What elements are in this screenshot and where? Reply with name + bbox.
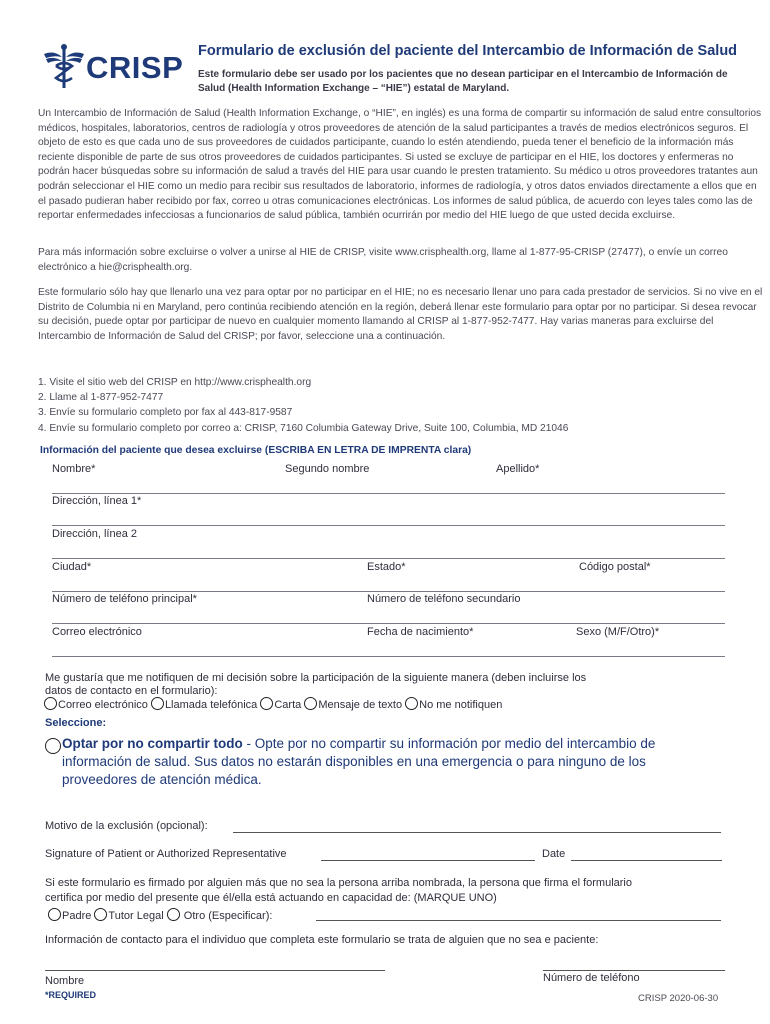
optout-all-desc-line2: información de salud. Sus datos no estarán disponibles en una emergencia o para ninguno de los (62, 754, 646, 769)
rep-parent-option[interactable]: Padre (48, 910, 91, 922)
rep-phone-label: Número de teléfono (543, 972, 640, 984)
sex-label: Sexo (M/F/Otro)* (576, 626, 660, 638)
optout-all-desc-line1: - Opte por no compartir su información por medio del intercambio de (242, 736, 656, 751)
form-title: Formulario de exclusión del paciente del Intercambio de Información de Salud (198, 43, 738, 59)
zip-label: Código postal* (579, 561, 651, 573)
phone-field-line[interactable] (52, 623, 725, 624)
method-item-website: 1. Visite el sitio web del CRISP en http://www.crisphealth.org (38, 377, 312, 388)
intro-paragraph-contact: Para más información sobre excluirse o volver a unirse al HIE de CRISP, visite www.crisphealth.org, llame al 1-877-95-CRISP (27477), o envíe un correo electrónico a hie@crisphealth.org. (38, 247, 728, 273)
rep-phone-field-line[interactable] (543, 970, 725, 971)
notify-phone-option[interactable]: Llamada telefónica (151, 699, 257, 711)
phone-secondary-label: Número de teléfono secundario (367, 593, 521, 605)
dob-label: Fecha de nacimiento* (367, 626, 474, 638)
city-state-zip-field-line[interactable] (52, 591, 725, 592)
email-dob-sex-field-line[interactable] (52, 656, 725, 657)
radio-icon[interactable] (48, 908, 61, 921)
notification-prompt-line1: Me gustaría que me notifiquen de mi decisión sobre la participación de la siguiente manera (deben incluirse los (45, 672, 587, 684)
notify-letter-option[interactable]: Carta (260, 699, 301, 711)
optout-all-title: Optar por no compartir todo (62, 736, 243, 751)
radio-icon[interactable] (44, 697, 57, 710)
address2-label: Dirección, línea 2 (52, 528, 137, 540)
middle-name-label: Segundo nombre (285, 463, 370, 475)
rep-name-field-line[interactable] (45, 970, 385, 971)
signature-field-line[interactable] (321, 860, 535, 861)
select-label: Seleccione: (45, 717, 107, 729)
radio-icon[interactable] (167, 908, 180, 921)
intro-paragraph-instructions: Este formulario sólo hay que llenarlo una vez para optar por no participar en el HIE; no es necesario llenar uno para cada prestador de servicios. Si no vive en el Distrito de Columbia ni en Maryland, pero continúa recibiendo atención en la región, deberá llenar este formulario para optar por no participar. Si desea revocar su decisión, puede optar por participar de nuevo en cualquier momento llamando al CRISP al 1-877-952-7477. Hay varias maneras para excluirse del Intercambio de Información de Salud del CRISP; por favor, seleccione una a continuación. (38, 287, 763, 342)
date-label: Date (542, 848, 566, 860)
optout-all-option (62, 735, 752, 789)
notify-text-option[interactable]: Mensaje de texto (304, 699, 402, 711)
reason-field-line[interactable] (233, 832, 721, 833)
other-specify-field-line[interactable] (316, 920, 721, 921)
date-field-line[interactable] (571, 860, 722, 861)
form-version-code: CRISP 2020-06-30 (638, 993, 719, 1004)
phone-primary-label: Número de teléfono principal* (52, 593, 197, 605)
radio-icon[interactable] (260, 697, 273, 710)
required-note: *REQUIRED (45, 990, 97, 1000)
rep-name-label: Nombre (45, 975, 85, 987)
notify-none-option[interactable]: No me notifiquen (405, 699, 502, 711)
address1-field-line[interactable] (52, 525, 725, 526)
intro-paragraph-hie: Un Intercambio de Información de Salud (Health Information Exchange, o “HIE”, en inglés) es una forma de compartir su información de salud entre consultorios médicos, hospitales, laboratorios, centros de radiología y otros proveedores de atención de la salud participantes a través de medios electrónicos seguros. El objeto de esto es que cada uno de sus proveedores de cuidados participante, cuando lo estén atendiendo, pueda tener el beneficio de la información más reciente disponible de parte de sus otros proveedores de cuidados participantes. Si usted se excluye de participar en el HIE, los doctores y enfermeras no podrán hacer búsquedas sobre su información de salud a través del HIE para usar cuando le presten tratamiento. Su médico u otros proveedores tratantes aun podrán seleccionar el HIE como un medio para recibir sus resultados de laboratorio, informes de radiología, y otros datos enviados directamente a ellos que en el pasado pudieran haber recibido por fax, correo u otras comunicaciones electrónicas. Los informes de salud pública, de acuerdo con leyes tales como las de reportar enfermedades infecciosas a funcionarios de salud pública, también ocurrirán por medio del HIE luego de que usted decida excluirse. (38, 108, 762, 222)
city-label: Ciudad* (52, 561, 92, 573)
optout-methods-list (38, 375, 762, 436)
notification-prompt-line2: datos de contacto en el formulario): (45, 685, 218, 697)
method-item-fax: 3. Envíe su formulario completo por fax al 443-817-9587 (38, 407, 293, 419)
method-item-mail: 4. Envíe su formulario completo por correo a: CRISP, 7160 Columbia Gateway Drive, Suite 100, Columbia, MD 21046 (38, 422, 569, 434)
reason-label: Motivo de la exclusión (opcional): (45, 820, 208, 832)
radio-icon[interactable] (405, 697, 418, 710)
representative-text-line1: Si este formulario es firmado por alguien más que no sea la persona arriba nombrada, la persona que firma el formulario (45, 877, 632, 889)
rep-guardian-option[interactable]: Tutor Legal (94, 910, 163, 922)
optout-all-radio-icon[interactable] (45, 738, 61, 754)
notify-email-option[interactable]: Correo electrónico (44, 699, 148, 711)
representative-options (48, 908, 272, 922)
radio-icon[interactable] (94, 908, 107, 921)
signature-label: Signature of Patient or Authorized Representative (45, 848, 287, 860)
method-item-phone: 2. Llame al 1-877-952-7477 (38, 392, 164, 404)
contact-info-heading: Información de contacto para el individuo que completa este formulario se trata de alguien que no sea e paciente: (45, 934, 599, 946)
first-name-label: Nombre* (52, 463, 96, 475)
last-name-label: Apellido* (496, 463, 540, 475)
address2-field-line[interactable] (52, 558, 725, 559)
name-field-line[interactable] (52, 493, 725, 494)
rep-other-option[interactable]: Otro (Especificar): (167, 910, 273, 922)
radio-icon[interactable] (304, 697, 317, 710)
radio-icon[interactable] (151, 697, 164, 710)
form-subtitle: Este formulario debe ser usado por los pacientes que no desean participar en el Intercambio de Información de Salud (Health Information Exchange – “HIE”) estatal de Maryland. (198, 69, 728, 94)
crisp-caduceus-logo-icon (42, 44, 86, 90)
address1-label: Dirección, línea 1* (52, 495, 142, 507)
notification-options (44, 697, 502, 711)
representative-text-line2: certifica por medio del presente que él/ella está actuando en capacidad de: (MARQUE UNO) (45, 892, 497, 904)
email-label: Correo electrónico (52, 626, 142, 638)
crisp-logo-text: CRISP (86, 50, 184, 85)
state-label: Estado* (367, 561, 406, 573)
patient-info-heading: Información del paciente que desea excluirse (ESCRIBA EN LETRA DE IMPRENTA clara) (40, 445, 472, 456)
optout-all-desc-line3: proveedores de atención médica. (62, 772, 262, 787)
